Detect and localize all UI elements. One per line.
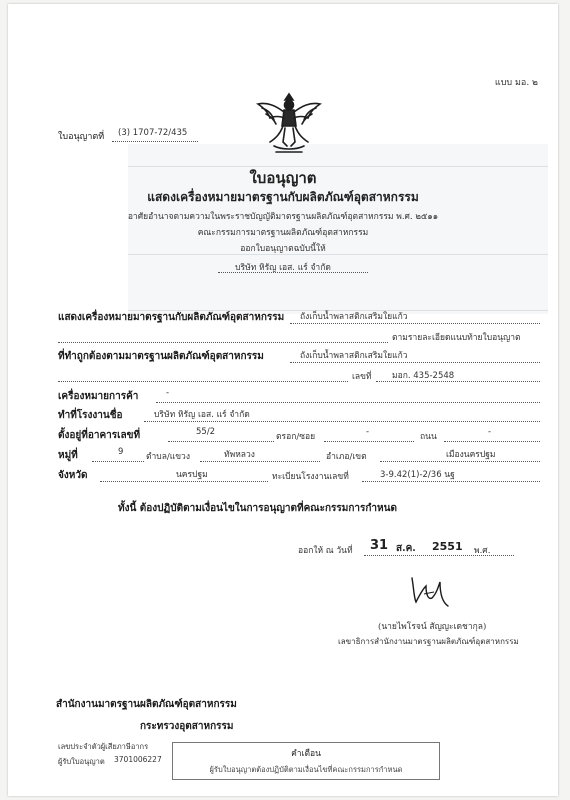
moo-value: 9	[118, 447, 124, 457]
office-line-1: สำนักงานมาตรฐานผลิตภัณฑ์อุตสาหกรรม	[56, 699, 237, 710]
license-no-label: ใบอนุญาตที่	[58, 132, 105, 142]
factory-reg-value: 3-9.42(1)-2/36 นฐ	[380, 470, 455, 480]
page-title: ใบอนุญาต	[249, 169, 317, 187]
road-label: ถนน	[420, 432, 437, 442]
product-value: ถังเก็บน้ำพลาสติกเสริมใยแก้ว	[300, 312, 408, 322]
license-document	[8, 4, 558, 796]
company-header: บริษัท หิรัญ เอส. แร์ จำกัด	[235, 263, 331, 273]
soi-dots	[324, 441, 414, 442]
road-dots	[444, 441, 540, 442]
issued-month: ส.ค.	[396, 543, 416, 554]
district-label: อำเภอ/เขต	[326, 452, 367, 462]
notice-text: ผู้รับใบอนุญาตต้องปฏิบัติตามเงื่อนไขที่คณะกรรมการกำหนด	[209, 765, 403, 774]
district-dots	[380, 461, 540, 462]
soi-label: ตรอก/ซอย	[276, 432, 316, 442]
garuda-emblem-icon	[254, 86, 324, 158]
factory-reg-dots	[362, 481, 540, 482]
notice-title: คำเตือน	[291, 749, 321, 759]
province-value: นครปฐม	[176, 470, 208, 480]
office-line-2: กระทรวงอุตสาหกรรม	[140, 721, 234, 732]
number-lead-dots	[58, 381, 348, 382]
product-dots	[290, 323, 540, 324]
taxpayer-label-1: เลขประจำตัวผู้เสียภาษีอากร	[58, 742, 149, 751]
page-subtitle: แสดงเครื่องหมายมาตรฐานกับผลิตภัณฑ์อุตสาหกรรม	[147, 190, 419, 204]
issued-dots	[364, 555, 514, 556]
compliant-dots	[290, 362, 540, 363]
number-label: เลขที่	[352, 372, 372, 382]
factory-name-value: บริษัท หิรัญ เอส. แร์ จำกัด	[154, 410, 250, 420]
authority-line-2: คณะกรรมการมาตรฐานผลิตภัณฑ์อุตสาหกรรม	[197, 228, 369, 238]
subdistrict-dots	[200, 461, 320, 462]
road-value: -	[488, 427, 492, 437]
details-dots	[58, 342, 388, 343]
number-value: มอก. 435-2548	[392, 371, 455, 381]
signatory-name: (นายไพโรจน์ สัญญะเดชากุล)	[378, 622, 487, 632]
trademark-value: -	[166, 388, 170, 398]
details-note: ตามรายละเอียดแนบท้ายใบอนุญาต	[392, 333, 521, 343]
issued-day: 31	[370, 538, 389, 553]
authority-line-1: อาศัยอำนาจตามความในพระราชบัญญัติมาตรฐานผลิตภัณฑ์อุตสาหกรรม พ.ศ. ๒๕๑๑	[127, 212, 439, 222]
notice-box	[172, 742, 440, 780]
signature	[404, 572, 454, 612]
trademark-dots	[156, 402, 540, 403]
authority-line-3: ออกใบอนุญาตฉบับนี้ให้	[240, 244, 326, 254]
province-dots	[100, 481, 268, 482]
issued-year: 2551	[432, 540, 463, 553]
condition-text: ทั้งนี้ ต้องปฏิบัติตามเงื่อนไขในการอนุญาตที่คณะกรรมการกำหนด	[118, 503, 397, 514]
issued-prefix: ออกให้ ณ วันที่	[298, 546, 353, 556]
signatory-position: เลขาธิการสำนักงานมาตรฐานผลิตภัณฑ์อุตสาหกรรม	[338, 637, 519, 646]
issued-era: พ.ศ.	[474, 546, 491, 556]
trademark-label: เครื่องหมายการค้า	[58, 391, 139, 402]
address-label: ตั้งอยู่ที่อาคารเลขที่	[58, 430, 141, 441]
license-no-value: (3) 1707-72/435	[118, 128, 188, 138]
address-value: 55/2	[196, 427, 216, 437]
taxpayer-value: 3701006227	[114, 755, 162, 764]
province-label: จังหวัด	[58, 470, 88, 481]
form-code: แบบ มอ. ๒	[494, 78, 538, 88]
soi-value: -	[366, 427, 370, 437]
product-label: แสดงเครื่องหมายมาตรฐานกับผลิตภัณฑ์อุตสาหกรรม	[58, 312, 285, 323]
factory-name-label: ทำที่โรงงานชื่อ	[58, 410, 123, 421]
moo-label: หมู่ที่	[58, 450, 78, 461]
moo-dots	[92, 461, 144, 462]
compliant-value: ถังเก็บน้ำพลาสติกเสริมใยแก้ว	[300, 351, 408, 361]
license-no-dots	[112, 141, 198, 142]
factory-reg-label: ทะเบียนโรงงานเลขที่	[272, 472, 349, 482]
subdistrict-value: ทัพหลวง	[224, 450, 255, 460]
company-header-dots	[218, 272, 368, 273]
subdistrict-label: ตำบล/แขวง	[146, 452, 190, 462]
address-dots	[168, 441, 274, 442]
factory-name-dots	[144, 421, 540, 422]
compliant-label: ที่ทำถูกต้องตามมาตรฐานผลิตภัณฑ์อุตสาหกรรม	[58, 351, 264, 362]
district-value: เมืองนครปฐม	[446, 450, 496, 460]
taxpayer-label-2: ผู้รับใบอนุญาต	[58, 757, 105, 766]
